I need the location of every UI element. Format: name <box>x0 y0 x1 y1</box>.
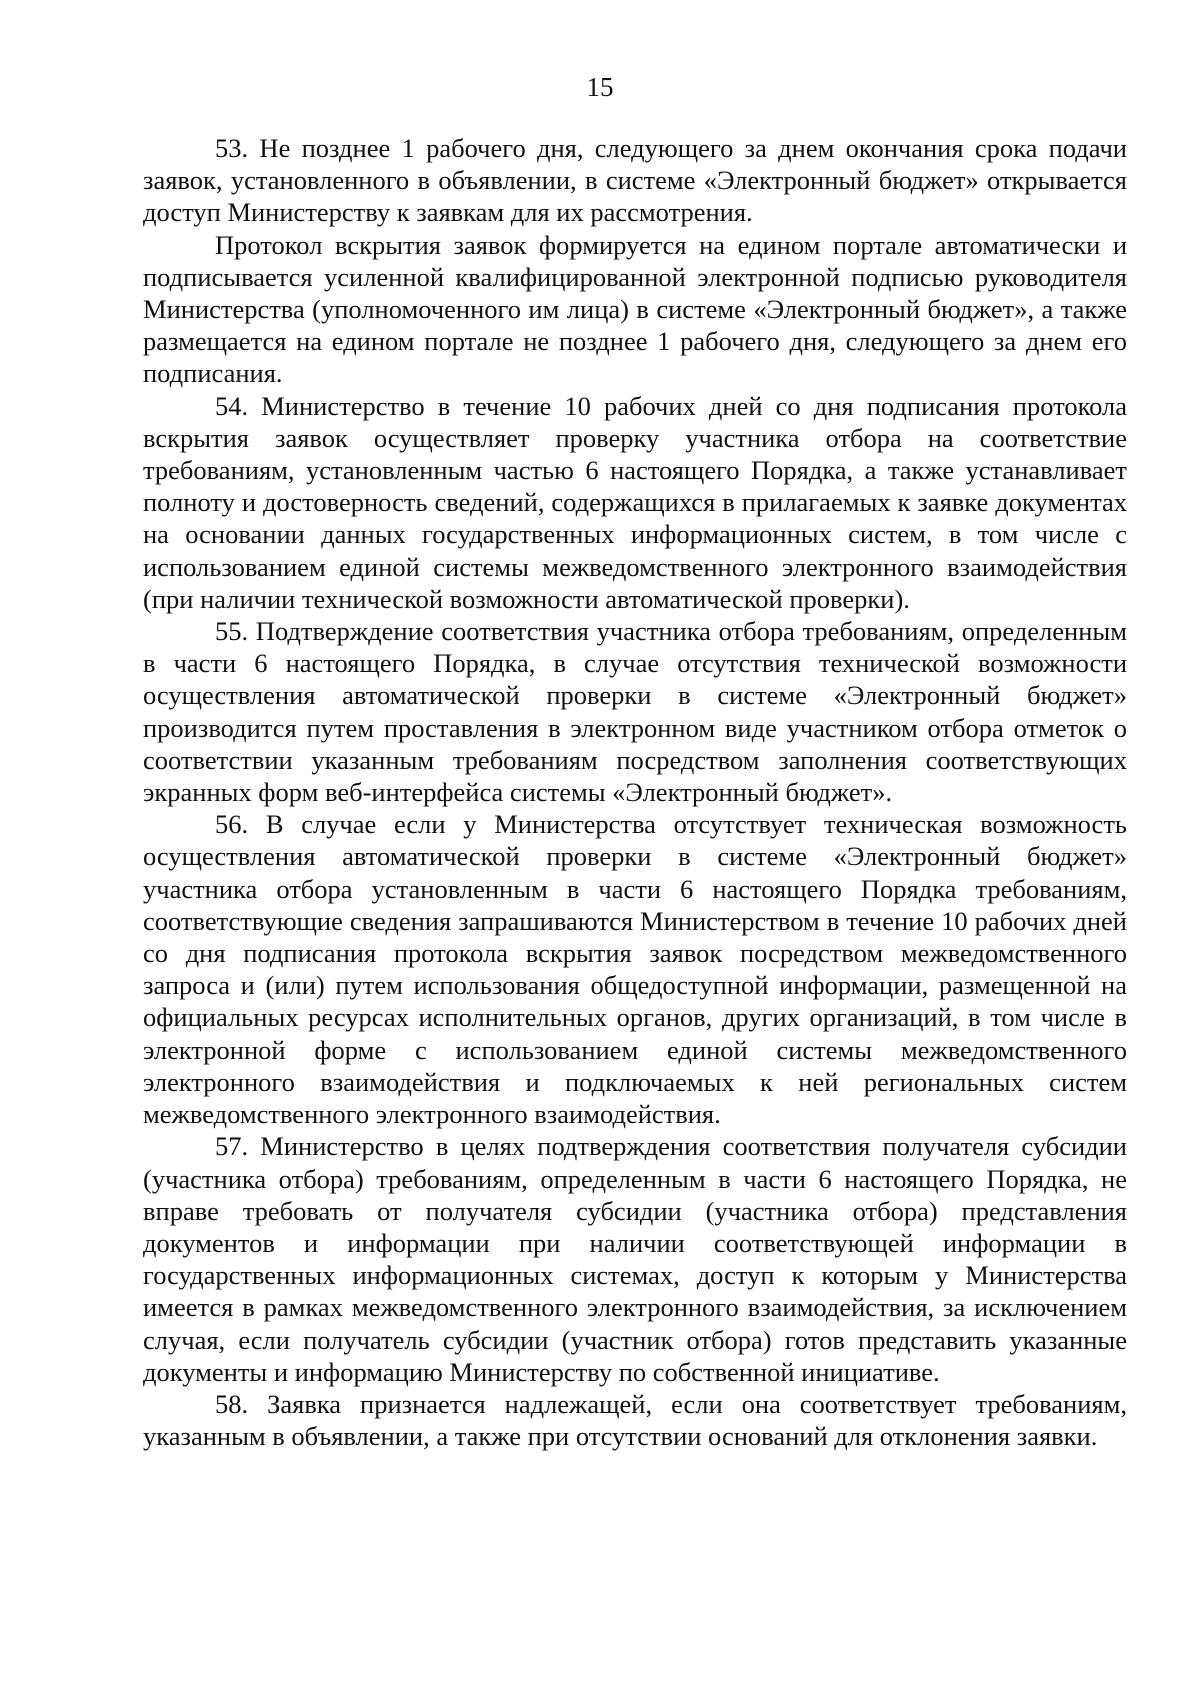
paragraph-protocol: Протокол вскрытия заявок формируется на едином портале автоматически и подписывается усиленной квалифицированной электронной подписью руководителя Министерства (уполномоченного им лица) в системе «Электронный бюджет», а также размещается на едином портале не позднее 1 рабочего дня, следующего за днем его подписания. <box>143 229 1127 389</box>
document-body <box>143 132 1127 1452</box>
paragraph-56: 56. В случае если у Министерства отсутствует техническая возможность осуществления автоматической проверки в системе «Электронный бюджет» участника отбора установленным в части 6 настоящего Порядка требованиям, соответствующие сведения запрашиваются Министерством в течение 10 рабочих дней со дня подписания протокола вскрытия заявок посредством межведомственного запроса и (или) путем использования общедоступной информации, размещенной на официальных ресурсах исполнительных органов, других организаций, в том числе в электронной форме с использованием единой системы межведомственного электронного взаимодействия и подключаемых к ней региональных систем межведомственного электронного взаимодействия. <box>143 809 1127 1130</box>
paragraph-58: 58. Заявка признается надлежащей, если она соответствует требованиям, указанным в объявлении, а также при отсутствии оснований для отклонения заявки. <box>143 1388 1127 1452</box>
page-number: 15 <box>586 72 614 102</box>
paragraph-55: 55. Подтверждение соответствия участника отбора требованиям, определенным в части 6 настоящего Порядка, в случае отсутствия технической возможности осуществления автоматической проверки в системе «Электронный бюджет» производится путем проставления в электронном виде участником отбора отметок о соответствии указанным требованиям посредством заполнения соответствующих экранных форм веб-интерфейса системы «Электронный бюджет». <box>143 616 1127 808</box>
paragraph-57: 57. Министерство в целях подтверждения соответствия получателя субсидии (участника отбора) требованиям, определенным в части 6 настоящего Порядка, не вправе требовать от получателя субсидии (участника отбора) представления документов и информации при наличии соответствующей информации в государственных информационных системах, доступ к которым у Министерства имеется в рамках межведомственного электронного взаимодействия, за исключением случая, если получатель субсидии (участник отбора) готов представить указанные документы и информацию Министерству по собственной инициативе. <box>143 1131 1127 1387</box>
paragraph-54: 54. Министерство в течение 10 рабочих дней со дня подписания протокола вскрытия заявок осуществляет проверку участника отбора на соответствие требованиям, установленным частью 6 настоящего Порядка, а также устанавливает полноту и достоверность сведений, содержащихся в прилагаемых к заявке документах на основании данных государственных информационных систем, в том числе с использованием единой системы межведомственного электронного взаимодействия (при наличии технической возможности автоматической проверки). <box>143 390 1127 614</box>
paragraph-53: 53. Не позднее 1 рабочего дня, следующего за днем окончания срока подачи заявок, установленного в объявлении, в системе «Электронный бюджет» открывается доступ Министерству к заявкам для их рассмотрения. <box>143 133 1127 228</box>
